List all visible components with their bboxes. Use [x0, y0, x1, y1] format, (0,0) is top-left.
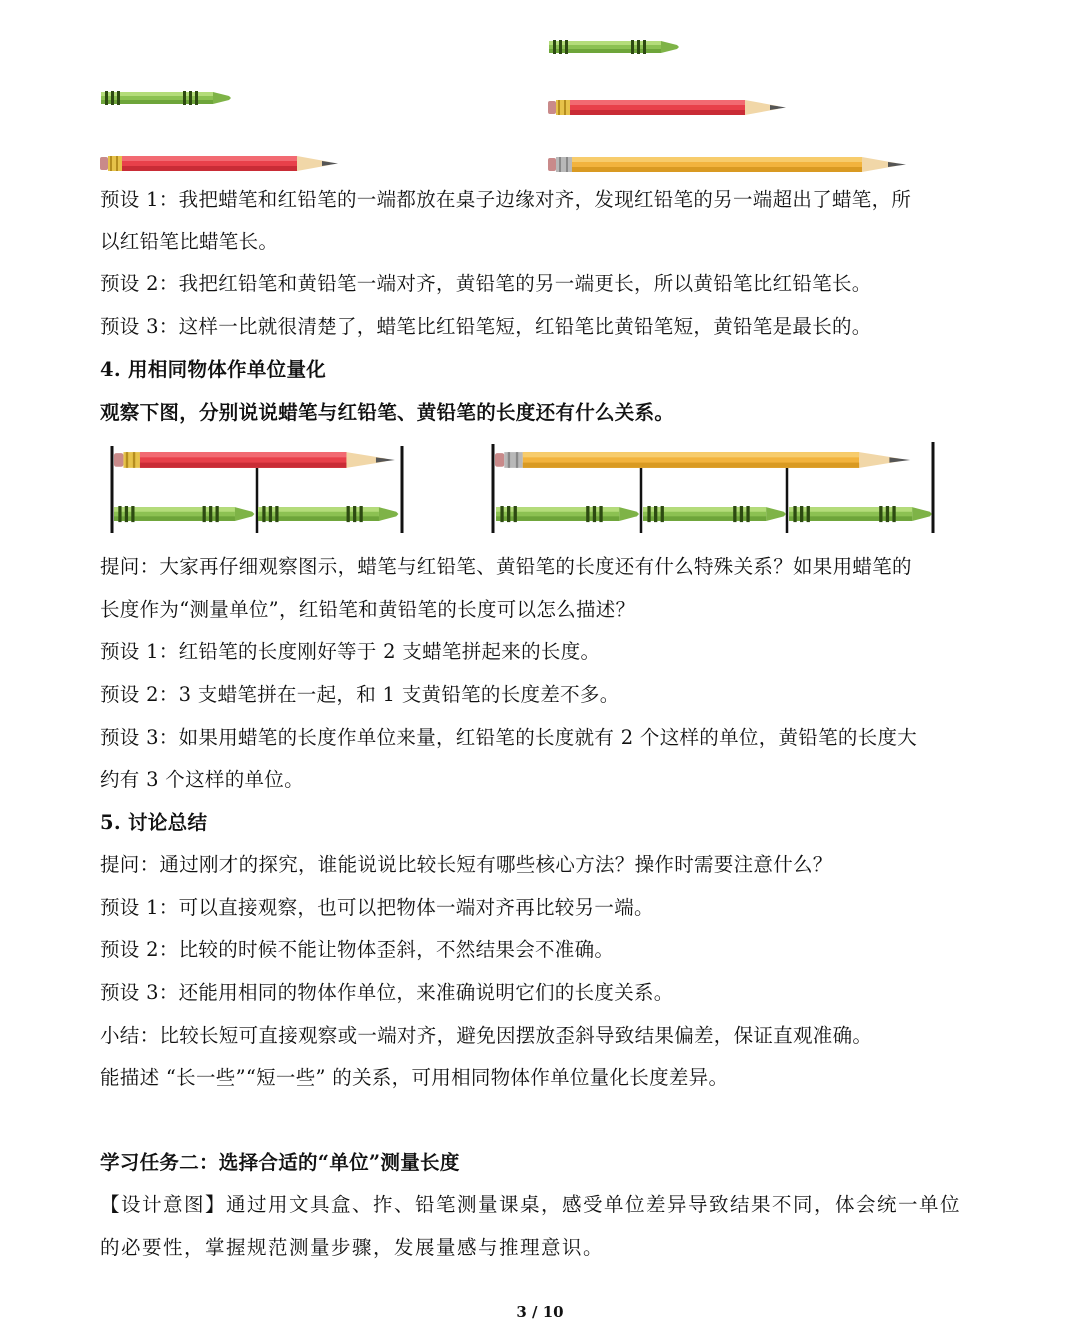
red-pencil-icon — [548, 100, 786, 115]
section-4-preset-1: 预设 1：红铅笔的长度刚好等于 2 支蜡笔拼起来的长度。 — [100, 640, 601, 663]
crayon-icon — [643, 506, 786, 522]
crayon-icon — [549, 40, 679, 54]
crayon-icon — [258, 506, 398, 522]
crayon-icon — [114, 506, 254, 522]
section-5-heading: 5. 讨论总结 — [100, 811, 208, 834]
preset-1-line-1: 预设 1：我把蜡笔和红铅笔的一端都放在桌子边缘对齐，发现红铅笔的另一端超出了蜡笔，所 — [100, 188, 912, 211]
section-4-preset-3-line-1: 预设 3：如果用蜡笔的长度作单位来量，红铅笔的长度就有 2 个这样的单位，黄铅笔的长度大 — [100, 726, 918, 749]
page-number: 3 / 10 — [516, 1303, 564, 1321]
measurement-illustration — [100, 438, 950, 538]
yellow-pencil-icon — [548, 157, 906, 172]
summary-line-2: 能描述 “长一些”“短一些” 的关系，可用相同物体作单位量化长度差异。 — [100, 1066, 729, 1089]
section-5-preset-3: 预设 3：还能用相同的物体作单位，来准确说明它们的长度关系。 — [100, 981, 674, 1004]
section-5-preset-2: 预设 2：比较的时候不能让物体歪斜，不然结果会不准确。 — [100, 938, 615, 961]
preset-3: 预设 3：这样一比就很清楚了，蜡笔比红铅笔短，红铅笔比黄铅笔短，黄铅笔是最长的。 — [100, 315, 872, 338]
question-line-2: 长度作为“测量单位”，红铅笔和黄铅笔的长度可以怎么描述？ — [100, 598, 636, 621]
red-pencil-icon — [100, 156, 338, 171]
crayon-icon — [789, 506, 932, 522]
section-5-question: 提问：通过刚才的探究，谁能说说比较长短有哪些核心方法？操作时需要注意什么？ — [100, 853, 833, 876]
yellow-pencil-icon — [495, 452, 910, 468]
red-pencil-icon — [114, 452, 395, 468]
section-5-preset-1: 预设 1：可以直接观察，也可以把物体一端对齐再比较另一端。 — [100, 896, 654, 919]
preset-1-line-2: 以红铅笔比蜡笔长。 — [100, 230, 279, 253]
summary-line-1: 小结：比较长短可直接观察或一端对齐，避免因摆放歪斜导致结果偏差，保证直观准确。 — [100, 1024, 873, 1047]
question-line-1: 提问：大家再仔细观察图示，蜡笔与红铅笔、黄铅笔的长度还有什么特殊关系？如果用蜡笔的 — [100, 555, 912, 578]
design-intent-line-1: 【设计意图】通过用文具盒、拃、铅笔测量课桌，感受单位差异导致结果不同，体会统一单位 — [100, 1193, 962, 1216]
section-4-instruction: 观察下图，分别说说蜡笔与红铅笔、黄铅笔的长度还有什么关系。 — [100, 401, 675, 424]
length-comparison-illustration — [95, 30, 925, 180]
crayon-icon — [496, 506, 639, 522]
design-intent-line-2: 的必要性，掌握规范测量步骤，发展量感与推理意识。 — [100, 1236, 605, 1259]
section-4-heading: 4. 用相同物体作单位量化 — [100, 358, 327, 381]
section-4-preset-2: 预设 2：3 支蜡笔拼在一起，和 1 支黄铅笔的长度差不多。 — [100, 683, 620, 706]
preset-2: 预设 2：我把红铅笔和黄铅笔一端对齐，黄铅笔的另一端更长，所以黄铅笔比红铅笔长。 — [100, 272, 872, 295]
crayon-icon — [101, 91, 231, 105]
section-4-preset-3-line-2: 约有 3 个这样的单位。 — [100, 768, 304, 791]
task-2-heading: 学习任务二：选择合适的“单位”测量长度 — [100, 1151, 460, 1174]
